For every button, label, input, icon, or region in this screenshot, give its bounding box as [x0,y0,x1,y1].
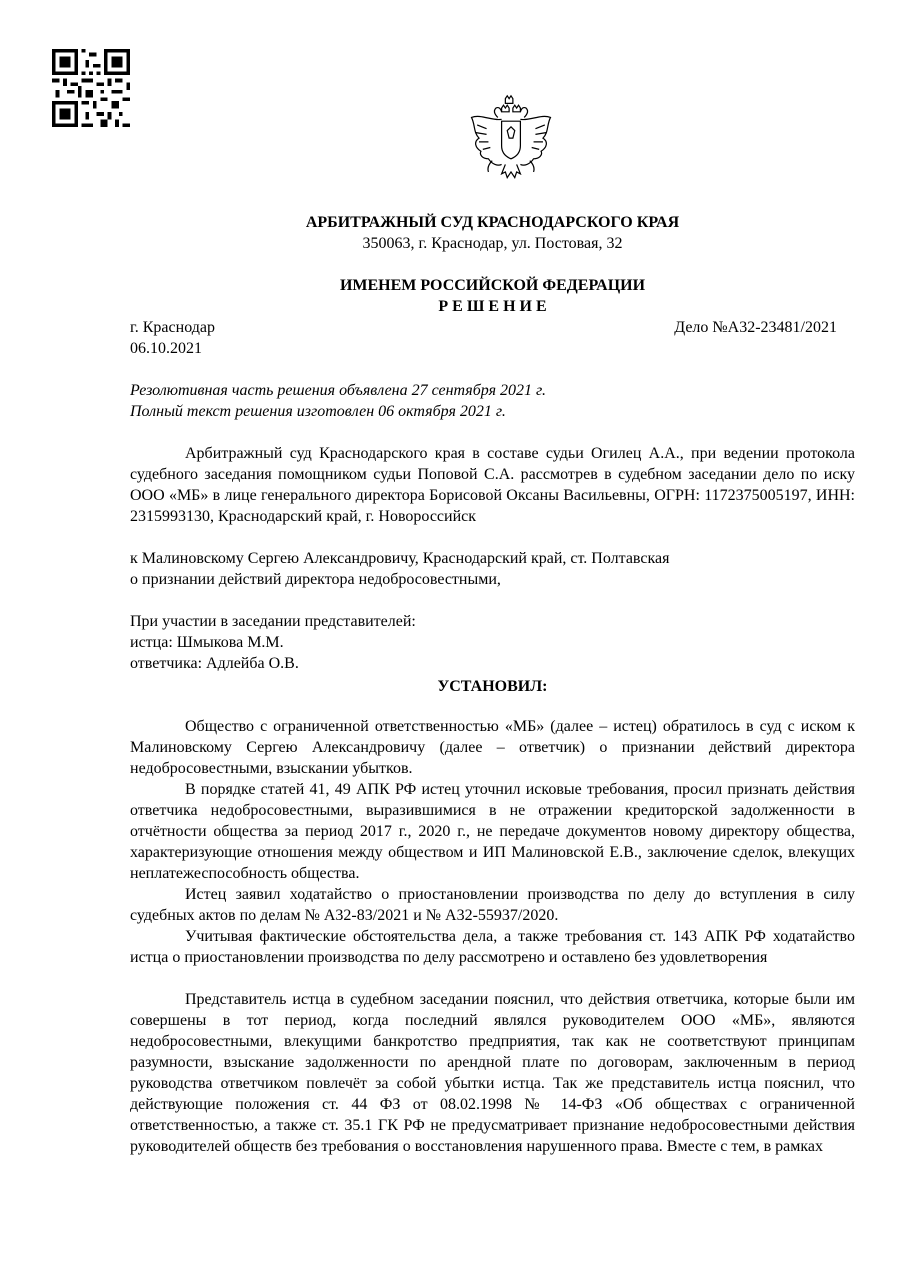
decision-title: Р Е Ш Е Н И Е [438,298,547,315]
defendant-representative: ответчика: Адлейба О.В. [130,655,299,672]
body-paragraph-1: Общество с ограниченной ответственностью «МБ» (далее – истец) обратилось в суд с иском к Малиновскому Сергею Александровичу (далее – ответчик) о признании действий директора недобросовестными, взыскании убытков. [130,718,855,777]
participants-intro: При участии в заседании представителей: [130,613,416,630]
court-name: АРБИТРАЖНЫЙ СУД КРАСНОДАРСКОГО КРАЯ [305,214,680,231]
full-text-note: Полный текст решения изготовлен 06 октября 2021 г. [130,403,506,420]
coat-of-arms-icon [464,92,558,188]
body-paragraph-4: Учитывая фактические обстоятельства дела, а также требования ст. 143 АПК РФ ходатайство истца о приостановлении производства по делу рассмотрено и оставлено без удовлетворения [130,928,855,966]
intro-paragraph: Арбитражный суд Краснодарского края в составе судьи Огилец А.А., при ведении протокола судебного заседания помощником судьи Поповой С.А. рассмотрев в судебном заседании дело по иску ООО «МБ» в лице генерального директора Борисовой Оксаны Васильевны, ОГРН: 1172375005197, ИНН: 2315993130, Краснодарский край, г. Новороссийск [130,445,855,525]
plaintiff-representative: истца: Шмыкова М.М. [130,634,284,651]
city: г. Краснодар [130,319,215,336]
body-paragraph-2: В порядке статей 41, 49 АПК РФ истец уточнил исковые требования, просил признать действия ответчика недобросовестными, выразившимися в не отражении кредиторской задолженности в отчётности общества за период 2017 г., 2020 г., не передаче документов новому директору общества, характеризующие отношения между обществом и ИП Малиновской Е.В., заключение сделок, влекущих неплатежеспособность общества. [130,781,855,882]
defendant-line: к Малиновскому Сергею Александровичу, Краснодарский край, ст. Полтавская [130,550,670,567]
in-name-heading: ИМЕНЕМ РОССИЙСКОЙ ФЕДЕРАЦИИ [339,277,646,294]
body-paragraph-5: Представитель истца в судебном заседании пояснил, что действия ответчика, которые были им совершены в тот период, когда последний являлся руководителем ООО «МБ», являются недобросовестными, влекущими банкротство предприятия, так как не соответствуют принципам разумности, взыскание задолженности по арендной плате по договорам, заключенным в период руководства ответчиком повлечёт за собой убытки истца. Так же представитель истца пояснил, что действующие положения ст. 44 ФЗ от 08.02.1998 № 14-ФЗ «Об обществах с ограниченной ответственностью, а также ст. 35.1 ГК РФ не предусматривает признание недобросовестными действия руководителей обществ без требования о восстановления нарушенного права. Вместе с тем, в рамках [130,991,855,1155]
case-number: Дело №А32-23481/2021 [674,319,837,336]
subject-line: о признании действий директора недобросовестными, [130,571,501,588]
established-heading: УСТАНОВИЛ: [437,678,548,695]
qr-code-icon [52,49,130,127]
resolution-note: Резолютивная часть решения объявлена 27 сентября 2021 г. [130,382,547,399]
court-address: 350063, г. Краснодар, ул. Постовая, 32 [362,235,623,252]
decision-date: 06.10.2021 [130,340,202,357]
body-paragraph-3: Истец заявил ходатайство о приостановлении производства по делу до вступления в силу судебных актов по делам № А32-83/2021 и № А32-55937/2020. [130,886,855,924]
